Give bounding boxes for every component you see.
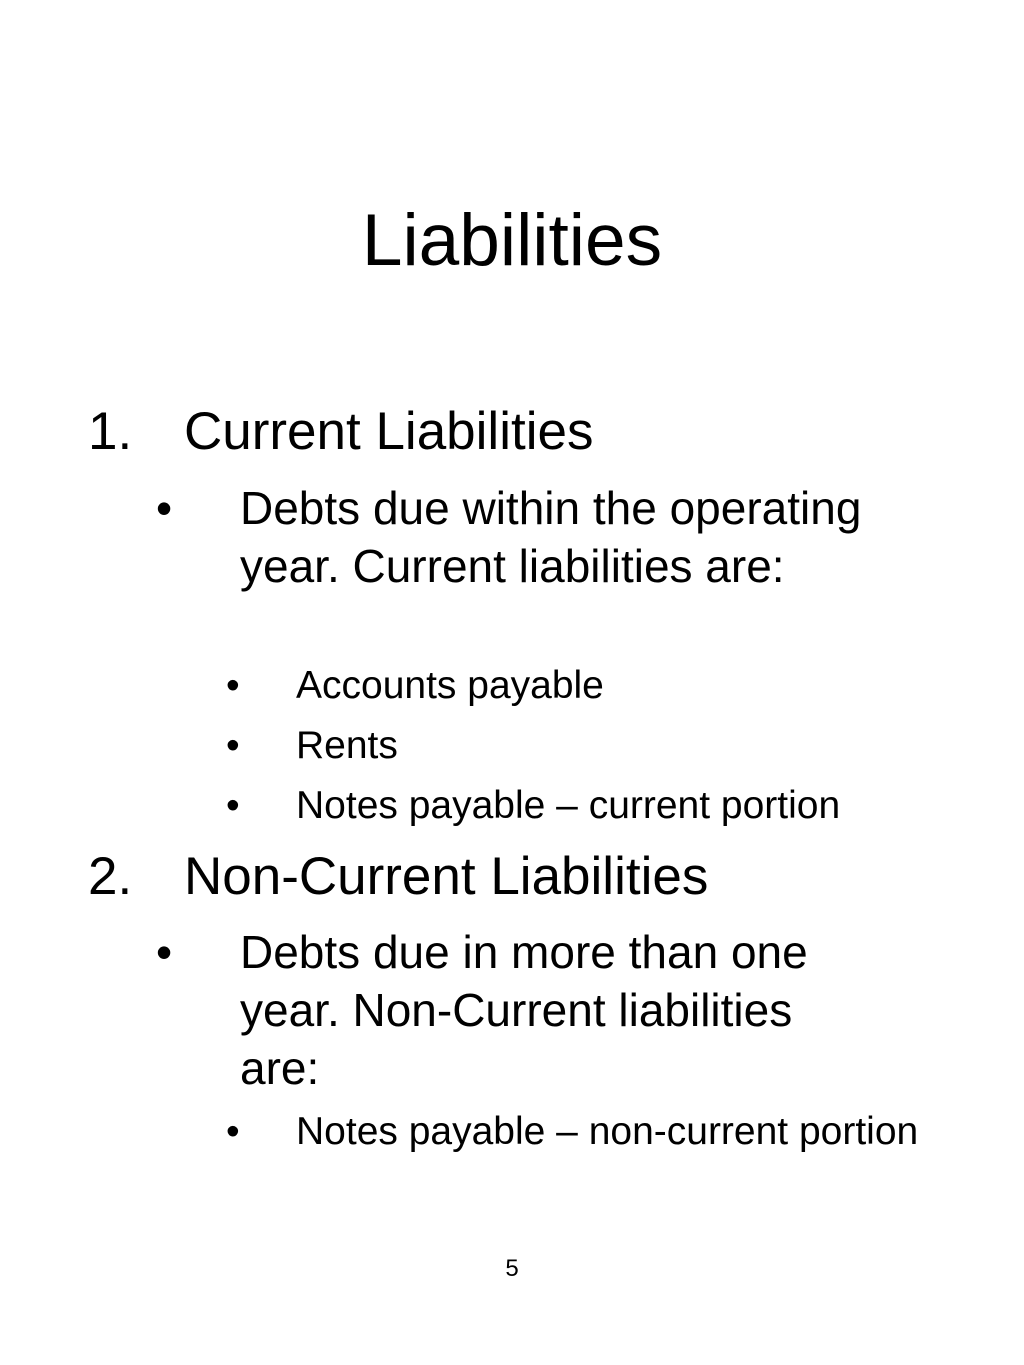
list-item-text: Rents: [296, 724, 398, 767]
bullet-icon: •: [226, 784, 240, 827]
section-number: 2.: [88, 847, 133, 906]
section-title: Current Liabilities: [184, 402, 594, 461]
bullet-icon: •: [156, 926, 173, 978]
bullet-icon: •: [156, 482, 173, 534]
slide-title: Liabilities: [361, 200, 663, 281]
description-text: Debts due in more than one year. Non-Current liabilities are:: [240, 926, 808, 1094]
description-text: Debts due within the operating year. Current liabilities are:: [240, 482, 862, 592]
bullet-icon: •: [226, 724, 240, 767]
list-item-text: Notes payable – current portion: [296, 784, 841, 827]
section-title: Non-Current Liabilities: [184, 847, 709, 906]
bullet-icon: •: [226, 1110, 240, 1153]
list-item-text: Accounts payable: [296, 664, 604, 707]
page-number: 5: [505, 1255, 519, 1282]
list-item-text: Notes payable – non-current portion: [296, 1110, 919, 1153]
section-number: 1.: [88, 402, 133, 461]
bullet-icon: •: [226, 664, 240, 707]
